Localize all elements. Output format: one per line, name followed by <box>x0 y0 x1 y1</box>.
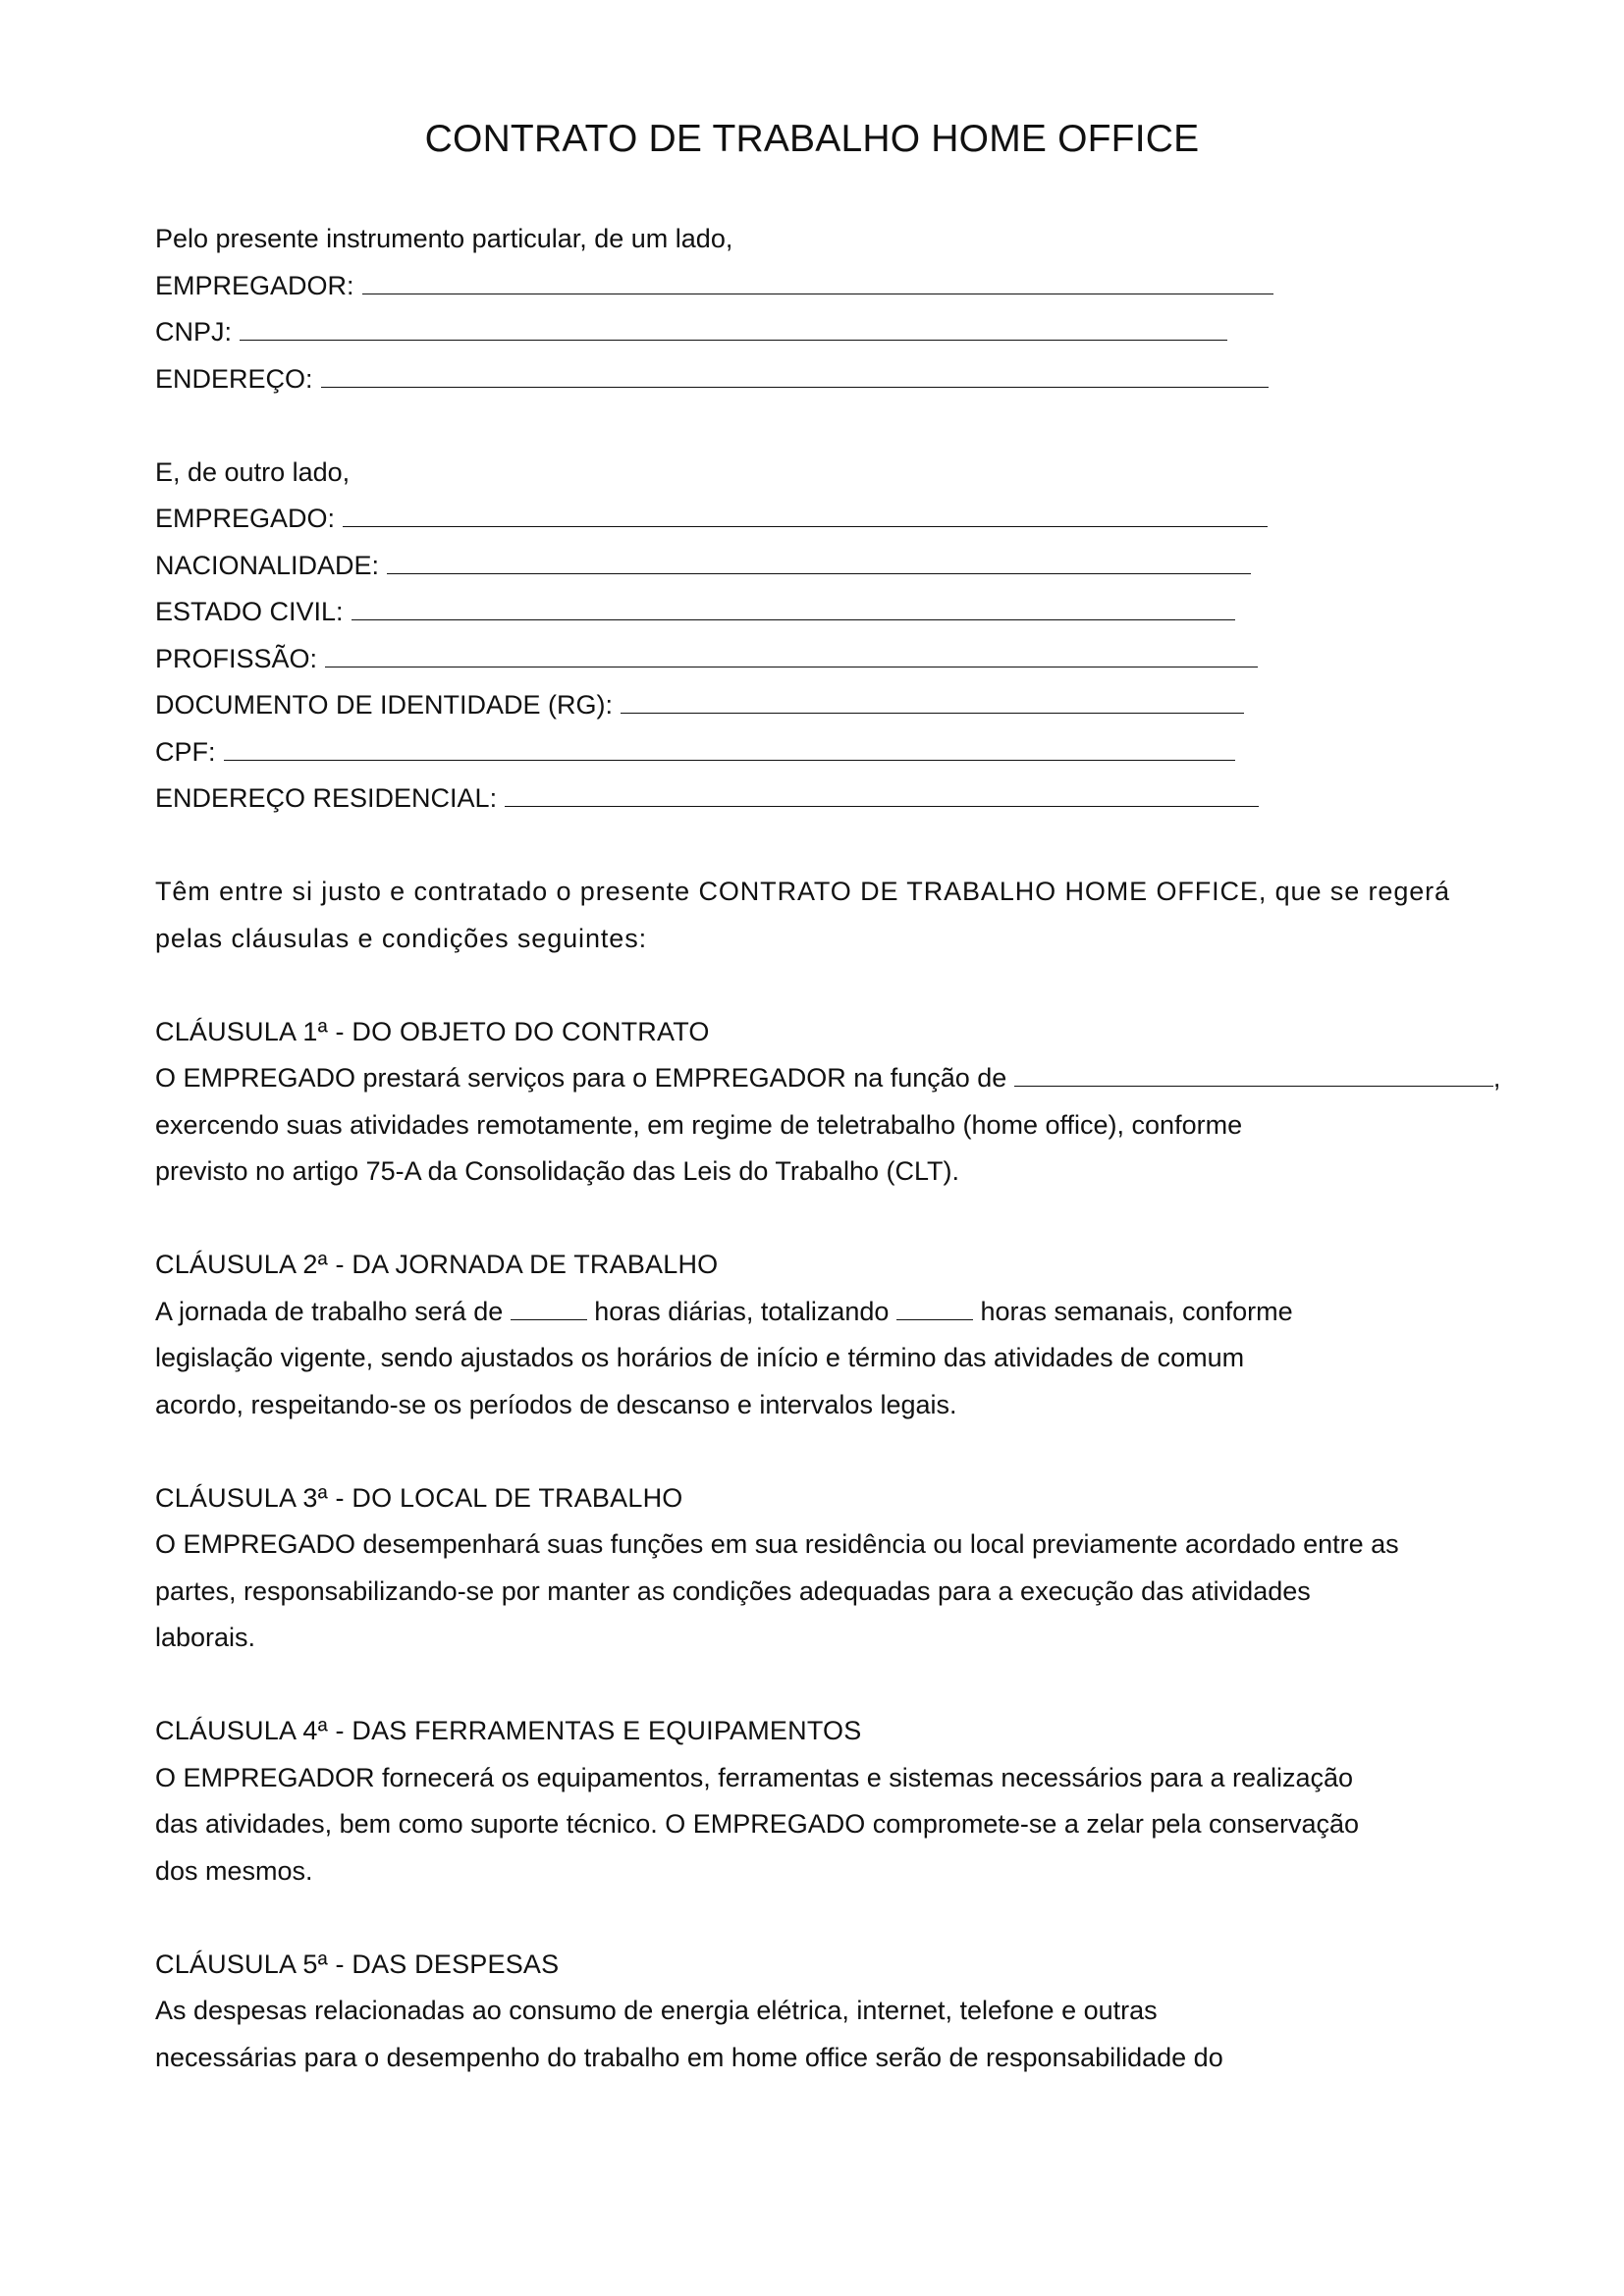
employer-field <box>155 263 1549 310</box>
field-label: CNPJ: <box>155 317 233 347</box>
clause-heading: CLÁUSULA 4ª - DAS FERRAMENTAS E EQUIPAMENTOS <box>155 1716 862 1745</box>
address-field <box>155 356 1549 403</box>
spacer <box>155 823 1549 870</box>
field-label: EMPREGADO: <box>155 504 336 533</box>
cpf-field <box>155 729 1549 776</box>
field-label: CPF: <box>155 736 216 767</box>
blank-line <box>362 266 1273 294</box>
spacer <box>155 962 1549 1009</box>
field-label: NACIONALIDADE: <box>155 550 380 580</box>
clause-heading: CLÁUSULA 3ª - DO LOCAL DE TRABALHO <box>155 1482 683 1513</box>
blank-line <box>240 312 1227 341</box>
spacer <box>155 402 1549 450</box>
blank-line <box>896 1296 973 1320</box>
blank-line <box>1014 1062 1493 1087</box>
rg-field <box>155 682 1549 729</box>
clause-line <box>155 1055 1549 1102</box>
blank-line <box>621 685 1244 714</box>
clause-heading: CLÁUSULA 2ª - DA JORNADA DE TRABALHO <box>155 1250 719 1279</box>
intro-line: Têm entre si justo e contratado o presente CONTRATO DE TRABALHO HOME OFFICE, que se regerá <box>155 877 1450 906</box>
opening-text: Pelo presente instrumento particular, de um lado, <box>155 224 733 253</box>
clause-line: das atividades, bem como suporte técnico. O EMPREGADO compromete-se a zelar pela conservação <box>155 1809 1360 1839</box>
contract-body <box>155 216 1549 2081</box>
field-label: ENDEREÇO: <box>155 363 313 394</box>
clause-line: necessárias para o desempenho do trabalho em home office serão de responsabilidade do <box>155 2042 1223 2072</box>
clause-line: legislação vigente, sendo ajustados os horários de início e término das atividades de comum <box>155 1343 1245 1372</box>
clause-text: horas diárias, totalizando <box>586 1296 896 1326</box>
blank-line <box>325 639 1258 667</box>
spacer <box>155 1428 1549 1475</box>
field-label: DOCUMENTO DE IDENTIDADE (RG): <box>155 690 614 720</box>
employee-field <box>155 496 1549 543</box>
nationality-field <box>155 543 1549 590</box>
second-party-text: E, de outro lado, <box>155 456 351 487</box>
blank-line <box>352 592 1235 620</box>
cnpj-field <box>155 309 1549 356</box>
clause-line: dos mesmos. <box>155 1855 313 1886</box>
clause-text: A jornada de trabalho será de <box>155 1296 511 1326</box>
page-title: CONTRATO DE TRABALHO HOME OFFICE <box>424 118 1200 160</box>
clause-line: exercendo suas atividades remotamente, em regime de teletrabalho (home office), conforme <box>155 1109 1243 1140</box>
clause-text: , <box>1492 1063 1501 1093</box>
spacer <box>155 1662 1549 1709</box>
marital-status-field <box>155 589 1549 636</box>
residential-address-field <box>155 775 1549 823</box>
profession-field <box>155 636 1549 683</box>
blank-line <box>505 778 1259 807</box>
blank-line <box>321 359 1269 388</box>
field-label: ENDEREÇO RESIDENCIAL: <box>155 783 498 813</box>
spacer <box>155 1196 1549 1243</box>
clause-line: As despesas relacionadas ao consumo de energia elétrica, internet, telefone e outras <box>155 1996 1158 2025</box>
clause-line: previsto no artigo 75-A da Consolidação das Leis do Trabalho (CLT). <box>155 1156 959 1186</box>
blank-line <box>387 546 1251 574</box>
clause-line: acordo, respeitando-se os períodos de descanso e intervalos legais. <box>155 1389 957 1419</box>
blank-line <box>511 1296 587 1320</box>
field-label: PROFISSÃO: <box>155 643 318 673</box>
blank-line <box>224 732 1235 761</box>
field-label: ESTADO CIVIL: <box>155 597 344 626</box>
blank-line <box>343 499 1268 527</box>
clause-text: horas semanais, conforme <box>972 1296 1293 1326</box>
clause-heading: CLÁUSULA 5ª - DAS DESPESAS <box>155 1949 560 1979</box>
clause-line: laborais. <box>155 1623 256 1652</box>
clause-heading: CLÁUSULA 1ª - DO OBJETO DO CONTRATO <box>155 1016 710 1046</box>
intro-line: pelas cláusulas e condições seguintes: <box>155 923 647 953</box>
clause-line: O EMPREGADOR fornecerá os equipamentos, ferramentas e sistemas necessários para a realização <box>155 1762 1354 1792</box>
field-label: EMPREGADOR: <box>155 270 354 300</box>
spacer <box>155 1895 1549 1942</box>
clause-line: O EMPREGADO desempenhará suas funções em sua residência ou local previamente acordado entre as <box>155 1529 1399 1559</box>
clause-text: O EMPREGADO prestará serviços para o EMPREGADOR na função de <box>155 1063 1014 1093</box>
clause-line <box>155 1289 1549 1336</box>
clause-line: partes, responsabilizando-se por manter as condições adequadas para a execução das atividades <box>155 1575 1311 1606</box>
